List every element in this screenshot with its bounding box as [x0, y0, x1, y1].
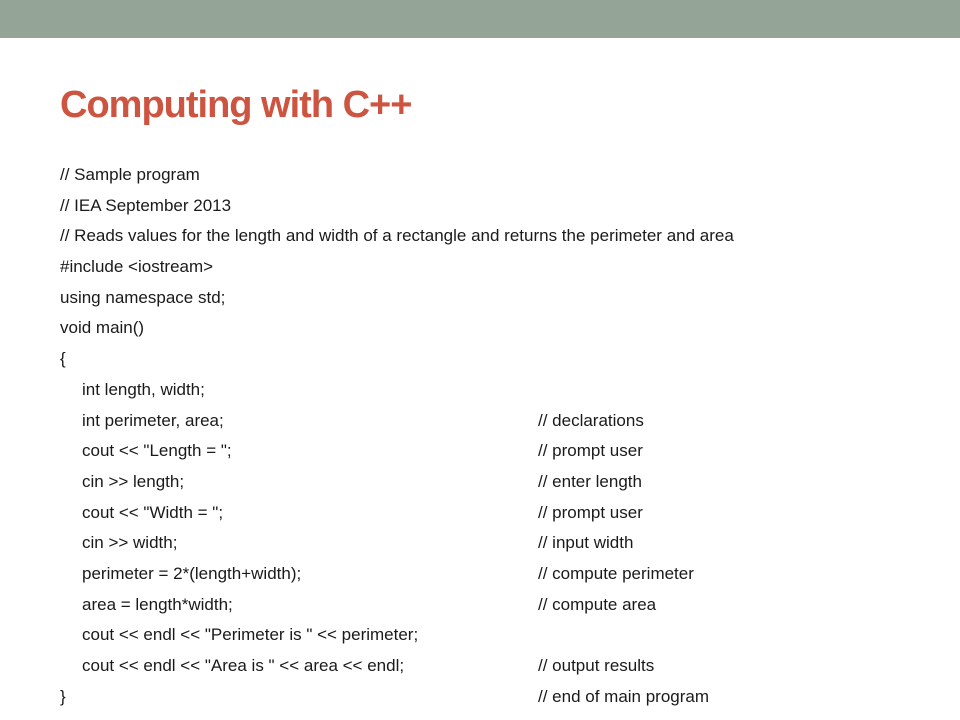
code-line — [60, 283, 940, 314]
code-line — [60, 344, 940, 375]
code-statement: cout << endl << "Perimeter is " << perimeter; — [82, 625, 419, 645]
slide-title: Computing with C++ — [60, 84, 412, 126]
code-line — [60, 252, 940, 283]
code-line — [60, 191, 940, 222]
code-line — [60, 160, 940, 191]
code-statement: #include <iostream> — [60, 257, 214, 277]
code-line — [60, 221, 940, 252]
code-statement: int length, width; — [82, 379, 205, 399]
code-comment: // end of main program — [538, 686, 710, 706]
code-line — [60, 467, 940, 498]
code-statement: cin >> length; — [82, 471, 185, 491]
code-statement: int perimeter, area; — [82, 410, 224, 430]
code-comment: // prompt user — [538, 502, 643, 522]
code-line — [60, 498, 940, 529]
code-comment: // input width — [538, 533, 634, 553]
code-line — [60, 651, 940, 682]
code-comment: // prompt user — [538, 441, 643, 461]
code-statement: perimeter = 2*(length+width); — [82, 563, 302, 583]
code-line — [60, 375, 940, 406]
code-line — [60, 590, 940, 621]
code-comment: // enter length — [538, 471, 642, 491]
code-comment: // compute perimeter — [538, 563, 694, 583]
code-statement: cout << endl << "Area is " << area << endl; — [82, 656, 405, 675]
code-statement: // Reads values for the length and width of a rectangle and returns the perimeter and area — [60, 226, 734, 246]
code-line — [60, 406, 940, 437]
code-statement: cout << "Width = "; — [82, 502, 224, 522]
code-statement: using namespace std; — [60, 287, 226, 307]
code-line — [60, 436, 940, 467]
code-statement: { — [60, 349, 66, 369]
code-statement: } — [60, 686, 66, 706]
code-line — [60, 313, 940, 344]
top-color-band — [0, 0, 960, 38]
code-listing — [60, 160, 940, 712]
code-comment: // output results — [538, 656, 655, 675]
code-comment: // declarations — [538, 410, 644, 430]
code-statement: cin >> width; — [82, 533, 178, 553]
code-line — [60, 559, 940, 590]
code-line — [60, 620, 940, 651]
code-statement: // IEA September 2013 — [60, 195, 232, 215]
code-statement: // Sample program — [60, 165, 200, 184]
code-line — [60, 682, 940, 713]
code-line — [60, 528, 940, 559]
code-comment: // compute area — [538, 594, 657, 614]
code-statement: area = length*width; — [82, 594, 233, 614]
code-statement: void main() — [60, 318, 145, 338]
code-statement: cout << "Length = "; — [82, 441, 232, 461]
